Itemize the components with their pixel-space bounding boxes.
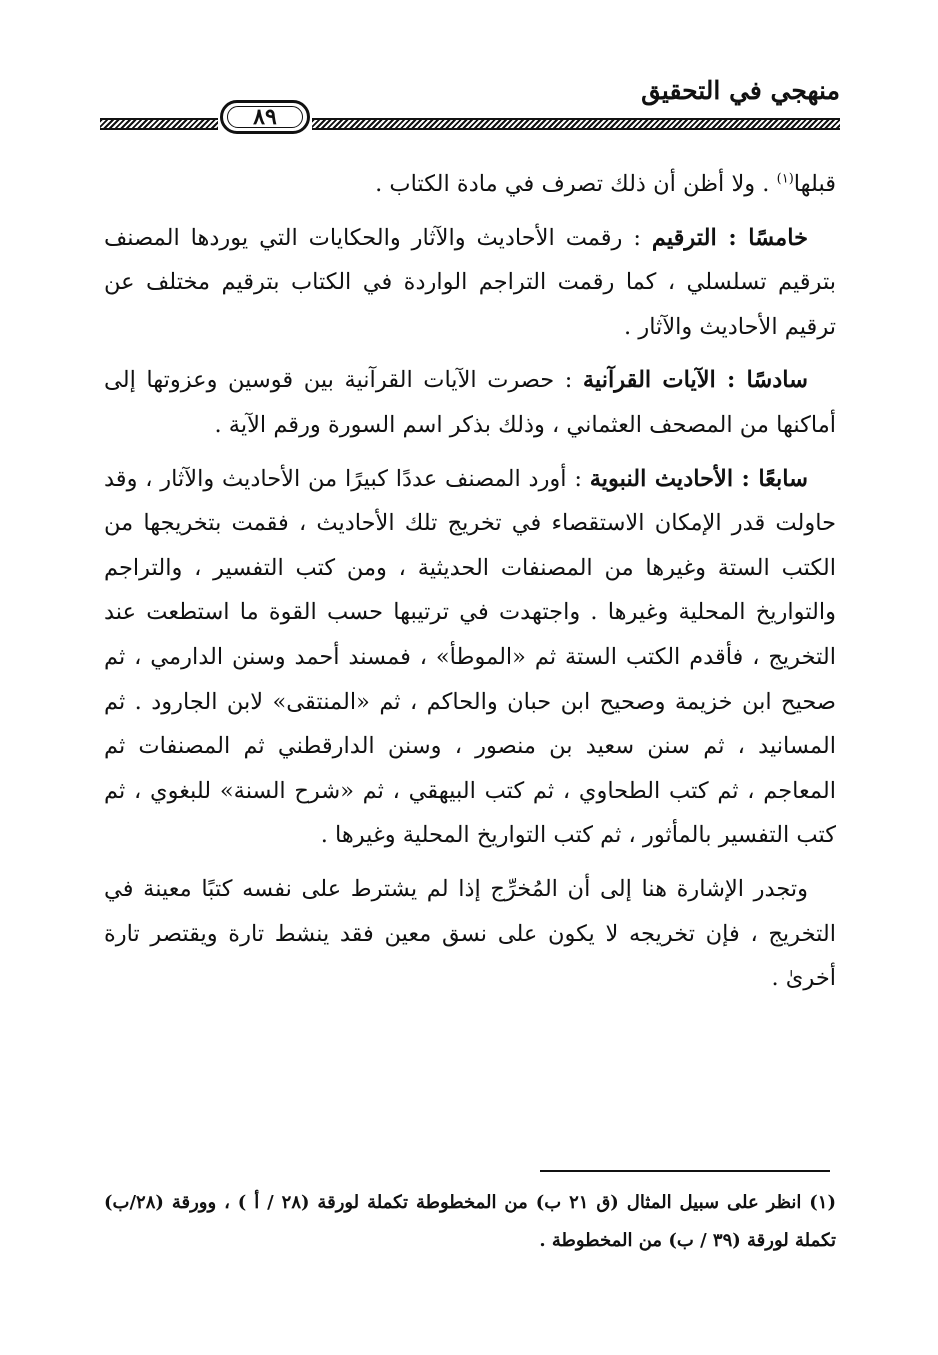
header-rule-left <box>100 118 218 130</box>
body-text <box>104 162 836 1001</box>
footnote-1: (١) انظر على سبيل المثال (ق ٢١ ب) من المخطوطة تكملة لورقة (٢٨ / أ ) ، وورقة (٢٨/ب) تكملة لورقة (٣٩ / ب) من المخطوطة . <box>104 1192 836 1251</box>
paragraph-hadiths <box>104 457 836 858</box>
paragraph-hadiths-text: : أورد المصنف عددًا كبيرًا من الأحاديث والآثار ، وقد حاولت قدر الإمكان الاستقصاء في تخريج تلك الأحاديث ، فقمت بتخريجها من الكتب الستة وغيرها من المصنفات الحديثية ، ومن كتب التفسير ، والتراجم والتواريخ المحلية وغيرها . واجتهدت في ترتيبها حسب القوة ما استطعت عند التخريج ، فأقدم الكتب الستة ثم «الموطأ» ، فمسند أحمد وسنن الدارمي ، ثم صحيح ابن خزيمة وصحيح ابن حبان والحاكم ، ثم «المنتقى» لابن الجارود . ثم المسانيد ، ثم سنن سعيد بن منصور ، وسنن الدارقطني ثم المصنفات ثم المعاجم ، ثم كتب الطحاوي ، ثم كتب البيهقي ، ثم «شرح السنة» للبغوي ، ثم كتب التفسير بالمأثور ، ثم كتب التواريخ المحلية وغيرها . <box>104 465 836 849</box>
paragraph-quran-verses-text: : حصرت الآيات القرآنية بين قوسين وعزوتها إلى أماكنها من المصحف العثماني ، وذلك بذكر اسم السورة ورقم الآية . <box>104 367 836 438</box>
paragraph-numbering <box>104 216 836 350</box>
paragraph-quran-verses <box>104 358 836 447</box>
paragraph-1-text: قبلها <box>793 171 836 197</box>
heading-numbering: خامسًا : الترقيم <box>651 224 808 251</box>
paragraph-note: وتجدر الإشارة هنا إلى أن المُخرِّج إذا لم يشترط على نفسه كتبًا معينة في التخريج ، فإن تخريجه لا يكون على نسق معين فقد ينشط تارة ويقتصر تارة أخرىٰ . <box>104 875 836 992</box>
heading-hadiths: سابعًا : الأحاديث النبوية <box>589 465 809 492</box>
running-title: منهجي في التحقيق <box>641 76 840 105</box>
footnote-reference: (١) <box>776 171 794 187</box>
paragraph-1-rest: . ولا أظن أن ذلك تصرف في مادة الكتاب . <box>375 171 770 197</box>
paragraph-1 <box>104 162 836 207</box>
page-number: ٨٩ <box>220 100 310 134</box>
footnote-divider <box>540 1170 830 1172</box>
footnotes <box>104 1184 836 1260</box>
header-rule-right <box>312 118 840 130</box>
paragraph-numbering-text: : رقمت الأحاديث والآثار والحكايات التي يوردها المصنف بترقيم تسلسلي ، كما رقمت التراجم الواردة في الكتاب بترقيم مختلف عن ترقيم الأحاديث والآثار . <box>104 224 836 340</box>
heading-quran-verses: سادسًا : الآيات القرآنية <box>582 367 808 394</box>
